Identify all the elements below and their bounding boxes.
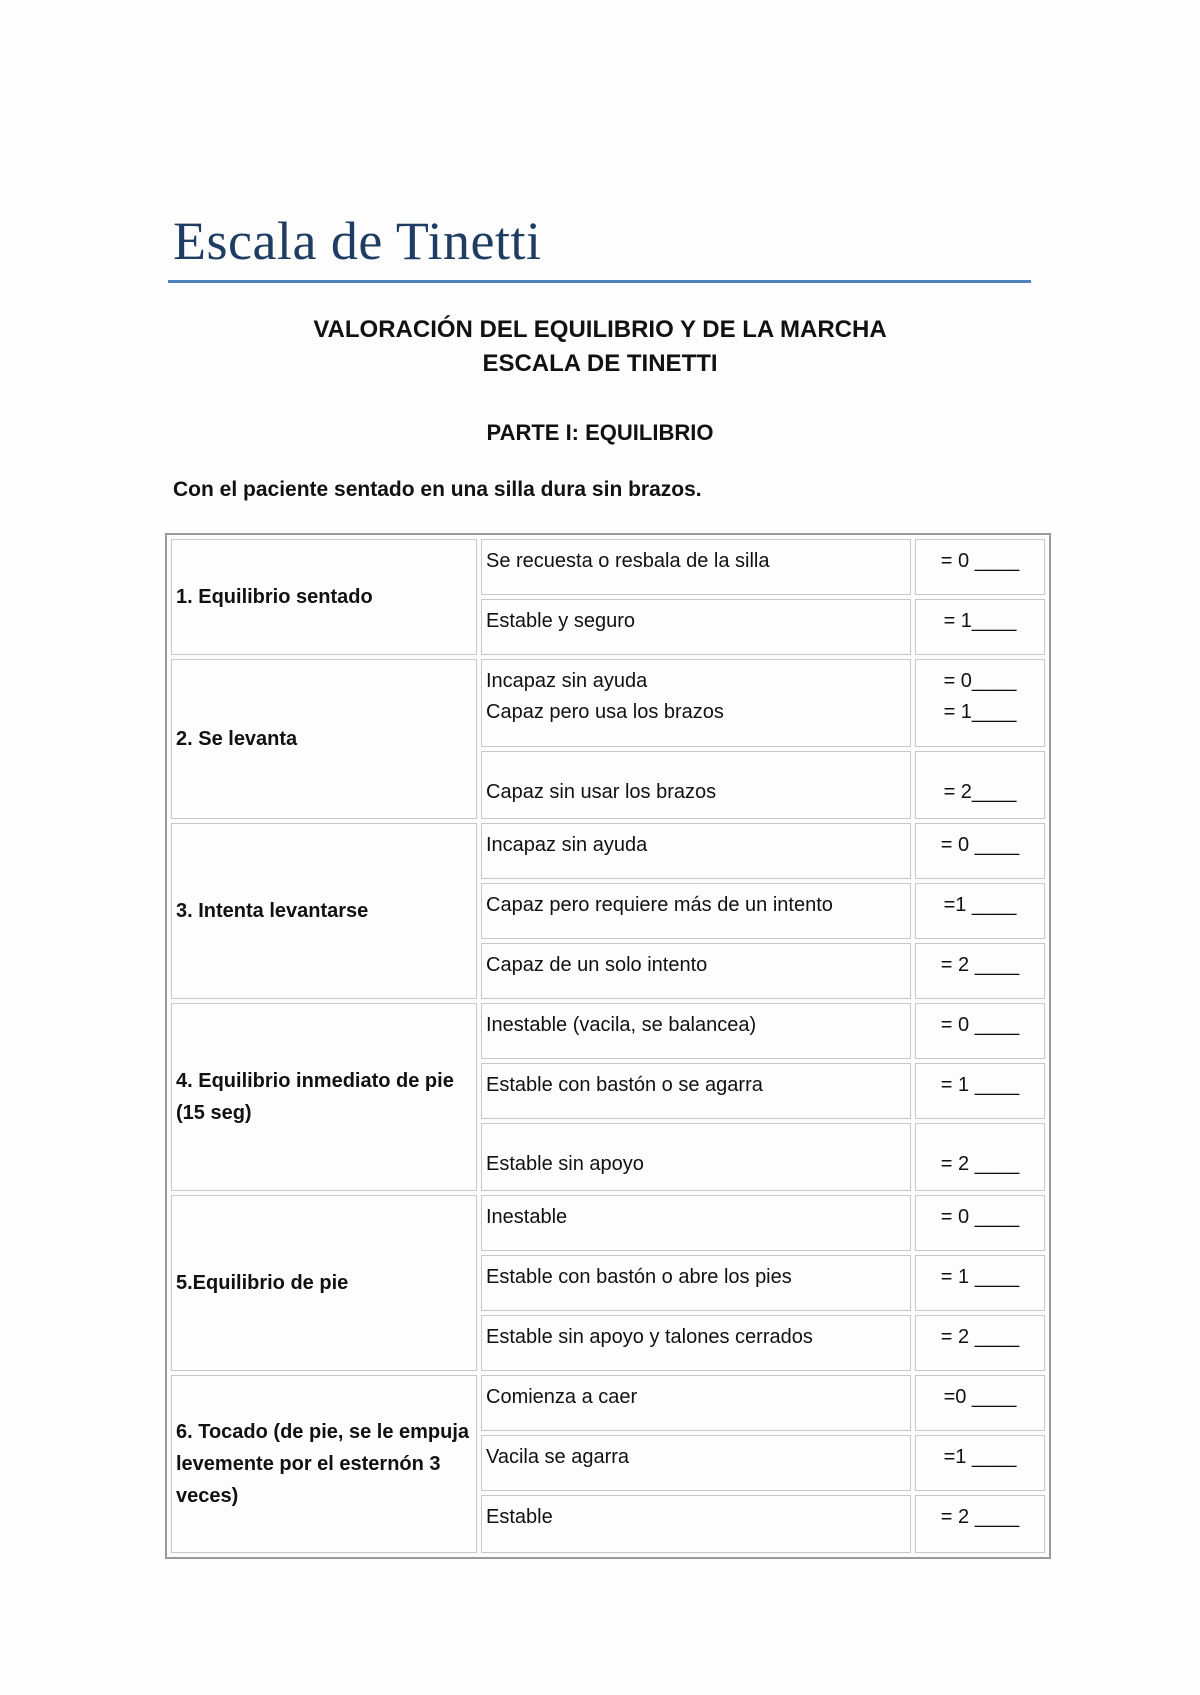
score-line: = 1 ____ — [940, 1074, 1020, 1096]
option-line: Capaz de un solo intento — [486, 954, 708, 976]
option-line: Estable y seguro — [486, 610, 635, 632]
table-row — [171, 1003, 1045, 1059]
option-text — [481, 943, 911, 999]
option-line: Estable con bastón o se agarra — [486, 1074, 763, 1096]
option-line: Se recuesta o resbala de la silla — [486, 550, 770, 572]
score-line: = 0 ____ — [940, 1206, 1020, 1228]
score-line: = 0 ____ — [940, 834, 1020, 856]
option-text — [481, 599, 911, 655]
score-blank[interactable] — [915, 1315, 1045, 1371]
score-line: =0 ____ — [943, 1386, 1017, 1408]
score-line: = 2 ____ — [940, 1326, 1020, 1348]
score-blank[interactable] — [915, 659, 1045, 747]
score-blank[interactable] — [915, 599, 1045, 655]
main-heading: VALORACIÓN DEL EQUILIBRIO Y DE LA MARCHA — [313, 316, 887, 343]
score-line: = 2 ____ — [940, 1153, 1020, 1175]
option-text — [481, 1435, 911, 1491]
score-line: =1 ____ — [943, 894, 1017, 916]
option-text — [481, 539, 911, 595]
score-blank[interactable] — [915, 823, 1045, 879]
table-row — [171, 539, 1045, 595]
option-text — [481, 1255, 911, 1311]
option-text — [481, 1195, 911, 1251]
score-blank[interactable] — [915, 1435, 1045, 1491]
score-line: = 0 ____ — [940, 550, 1020, 572]
option-line: Capaz sin usar los brazos — [486, 781, 717, 803]
score-line: = 0 ____ — [940, 1014, 1020, 1036]
score-blank[interactable] — [915, 1255, 1045, 1311]
option-line: Comienza a caer — [486, 1386, 638, 1408]
score-blank[interactable] — [915, 539, 1045, 595]
score-blank[interactable] — [915, 751, 1045, 819]
score-line: = 1 ____ — [940, 1266, 1020, 1288]
score-blank[interactable] — [915, 883, 1045, 939]
score-line: = 2 ____ — [940, 1506, 1020, 1528]
score-blank[interactable] — [915, 1003, 1045, 1059]
option-text — [481, 659, 911, 747]
title-underline — [168, 280, 1031, 283]
option-line: Vacila se agarra — [486, 1446, 630, 1468]
option-line: Incapaz sin ayuda — [486, 834, 648, 856]
option-text — [481, 1375, 911, 1431]
score-line: =1 ____ — [943, 1446, 1017, 1468]
option-text — [481, 1315, 911, 1371]
option-line: Estable sin apoyo y talones cerrados — [486, 1326, 813, 1348]
option-line: Inestable (vacila, se balancea) — [486, 1014, 757, 1036]
score-blank[interactable] — [915, 1195, 1045, 1251]
document-title: Escala de Tinetti — [173, 211, 542, 271]
table-row — [171, 1375, 1045, 1431]
section-heading: PARTE I: EQUILIBRIO — [486, 420, 714, 445]
score-blank[interactable] — [915, 1123, 1045, 1191]
tinetti-scale-table — [165, 533, 1051, 1559]
option-line: Incapaz sin ayuda — [486, 670, 648, 692]
score-line: = 2 ____ — [940, 954, 1020, 976]
score-blank[interactable] — [915, 1495, 1045, 1553]
score-blank[interactable] — [915, 1375, 1045, 1431]
score-blank[interactable] — [915, 1063, 1045, 1119]
item-label: 5.Equilibrio de pie — [171, 1195, 477, 1371]
intro-text: Con el paciente sentado en una silla dura sin brazos. — [173, 478, 702, 501]
table-row — [171, 1195, 1045, 1251]
option-text — [481, 883, 911, 939]
table-row — [171, 659, 1045, 747]
score-line: = 1____ — [943, 701, 1017, 723]
option-line: Capaz pero requiere más de un intento — [486, 894, 833, 916]
option-line: Capaz pero usa los brazos — [486, 701, 724, 723]
item-label: 4. Equilibrio inmediato de pie (15 seg) — [171, 1003, 477, 1191]
item-label: 6. Tocado (de pie, se le empuja levemente por el esternón 3 veces) — [171, 1375, 477, 1553]
sub-heading: ESCALA DE TINETTI — [482, 350, 718, 377]
score-line: = 0____ — [943, 670, 1017, 692]
item-label: 2. Se levanta — [171, 659, 477, 819]
option-text — [481, 1123, 911, 1191]
option-line: Estable — [486, 1506, 553, 1528]
option-line: Inestable — [486, 1206, 568, 1228]
score-blank[interactable] — [915, 943, 1045, 999]
option-text — [481, 1063, 911, 1119]
score-line: = 1____ — [943, 610, 1017, 632]
option-text — [481, 751, 911, 819]
option-text — [481, 1495, 911, 1553]
item-label: 3. Intenta levantarse — [171, 823, 477, 999]
score-line: = 2____ — [943, 781, 1017, 803]
option-text — [481, 1003, 911, 1059]
item-label: 1. Equilibrio sentado — [171, 539, 477, 655]
option-line: Estable sin apoyo — [486, 1153, 644, 1175]
option-line: Estable con bastón o abre los pies — [486, 1266, 792, 1288]
table-row — [171, 823, 1045, 879]
option-text — [481, 823, 911, 879]
